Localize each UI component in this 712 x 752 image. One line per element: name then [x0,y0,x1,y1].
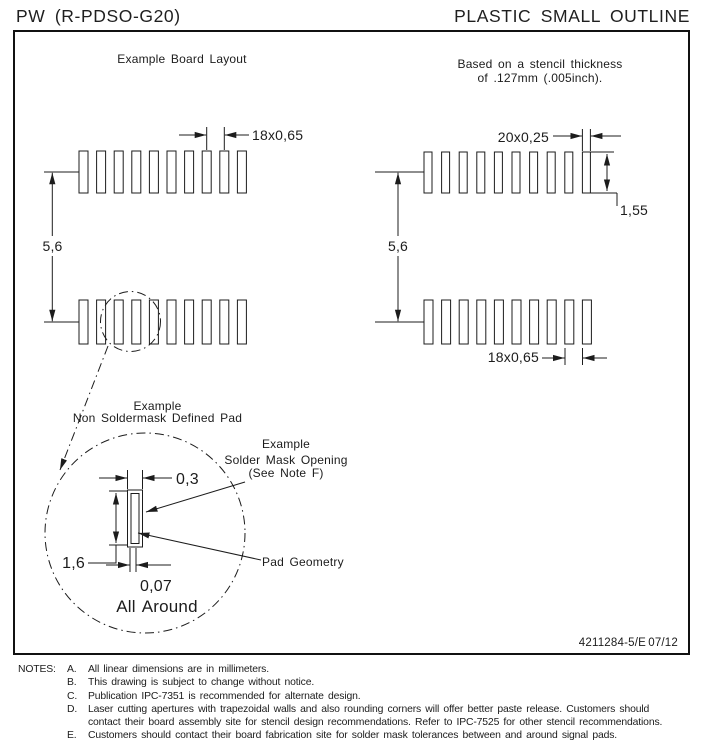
board-layout-title: Example Board Layout [117,52,247,66]
notes-section [0,663,712,743]
stencil-row-spacing-value: 5,6 [387,238,409,254]
board-layout-row-spacing-value: 5,6 [42,238,63,254]
notes-heading: NOTES: [18,664,56,675]
mask-callout-line3: (See Note F) [248,466,324,480]
drawing-revision-date: 07/12 [648,637,678,649]
note-letter: C. [67,690,78,702]
mask-gap-value: 0,07 [140,578,172,595]
drawing-border [14,31,689,654]
note-text: contact their board assembly site for stencil design recommendations. Refer to IPC-7525 for other stencil recommendations. [88,717,663,729]
pad-height-dimension [88,491,128,563]
note-letter: E. [67,730,77,742]
note-text: Publication IPC-7351 is recommended for alternate design. [88,690,361,702]
note-text: Laser cutting apertures with trapezoidal walls and also rounding corners will offer better paste release. Customers should [88,703,650,715]
mask-gap-note: All Around [116,597,198,616]
detail-leader-line [60,346,108,470]
note-text: All linear dimensions are in millimeters. [88,664,269,675]
pad-width-value: 0,3 [176,471,199,488]
note-text: This drawing is subject to change without notice. [88,677,315,689]
pad-width-dimension [99,470,172,489]
stencil-bottom-aperture-row [424,300,591,344]
board-layout-pitch-value: 18x0,65 [252,127,304,143]
detail-label-line1: Example [133,399,182,413]
stencil-pitch-value: 18x0,65 [487,349,539,365]
note-row [0,729,712,742]
pad-geometry-rect [131,494,139,544]
stencil-pitch-dimension [542,348,607,365]
package-type-title: PLASTIC SMALL OUTLINE [454,6,690,26]
board-layout-top-pad-row [79,151,246,193]
drawing-number: 4211284-5/E [578,637,646,649]
note-letter: A. [67,664,77,675]
stencil-aperture-width-dimension [553,129,621,151]
package-code-title: PW (R-PDSO-G20) [16,6,181,26]
note-row [0,703,712,716]
board-layout-pitch-dimension [179,127,249,150]
note-text: Customers should contact their board fabrication site for solder mask tolerances between and around signal pads. [88,730,617,742]
pad-height-value: 1,6 [62,555,85,572]
board-layout-bottom-pad-row [79,300,246,344]
stencil-note-line1: Based on a stencil thickness [457,57,623,71]
note-row [0,690,712,703]
mask-callout-line1: Example [261,437,311,451]
note-row [0,676,712,689]
stencil-aperture-height-dimension [582,152,617,206]
pad-geometry-label: Pad Geometry [262,555,344,569]
mask-callout-line2: Solder Mask Opening [224,453,348,467]
stencil-aperture-width-value: 20x0,25 [497,129,549,145]
note-letter: D. [67,703,78,715]
pad-geometry-leader [138,533,261,560]
note-letter: B. [67,677,77,689]
mechanical-drawing [13,30,690,655]
note-row [0,663,712,676]
stencil-note-line2: of .127mm (.005inch). [477,71,603,85]
solder-mask-opening-rect [128,490,143,547]
stencil-top-aperture-row [424,152,590,193]
detail-label-line2: Non Soldermask Defined Pad [72,411,243,425]
stencil-aperture-height-value: 1,55 [620,202,649,218]
note-row [0,716,712,729]
